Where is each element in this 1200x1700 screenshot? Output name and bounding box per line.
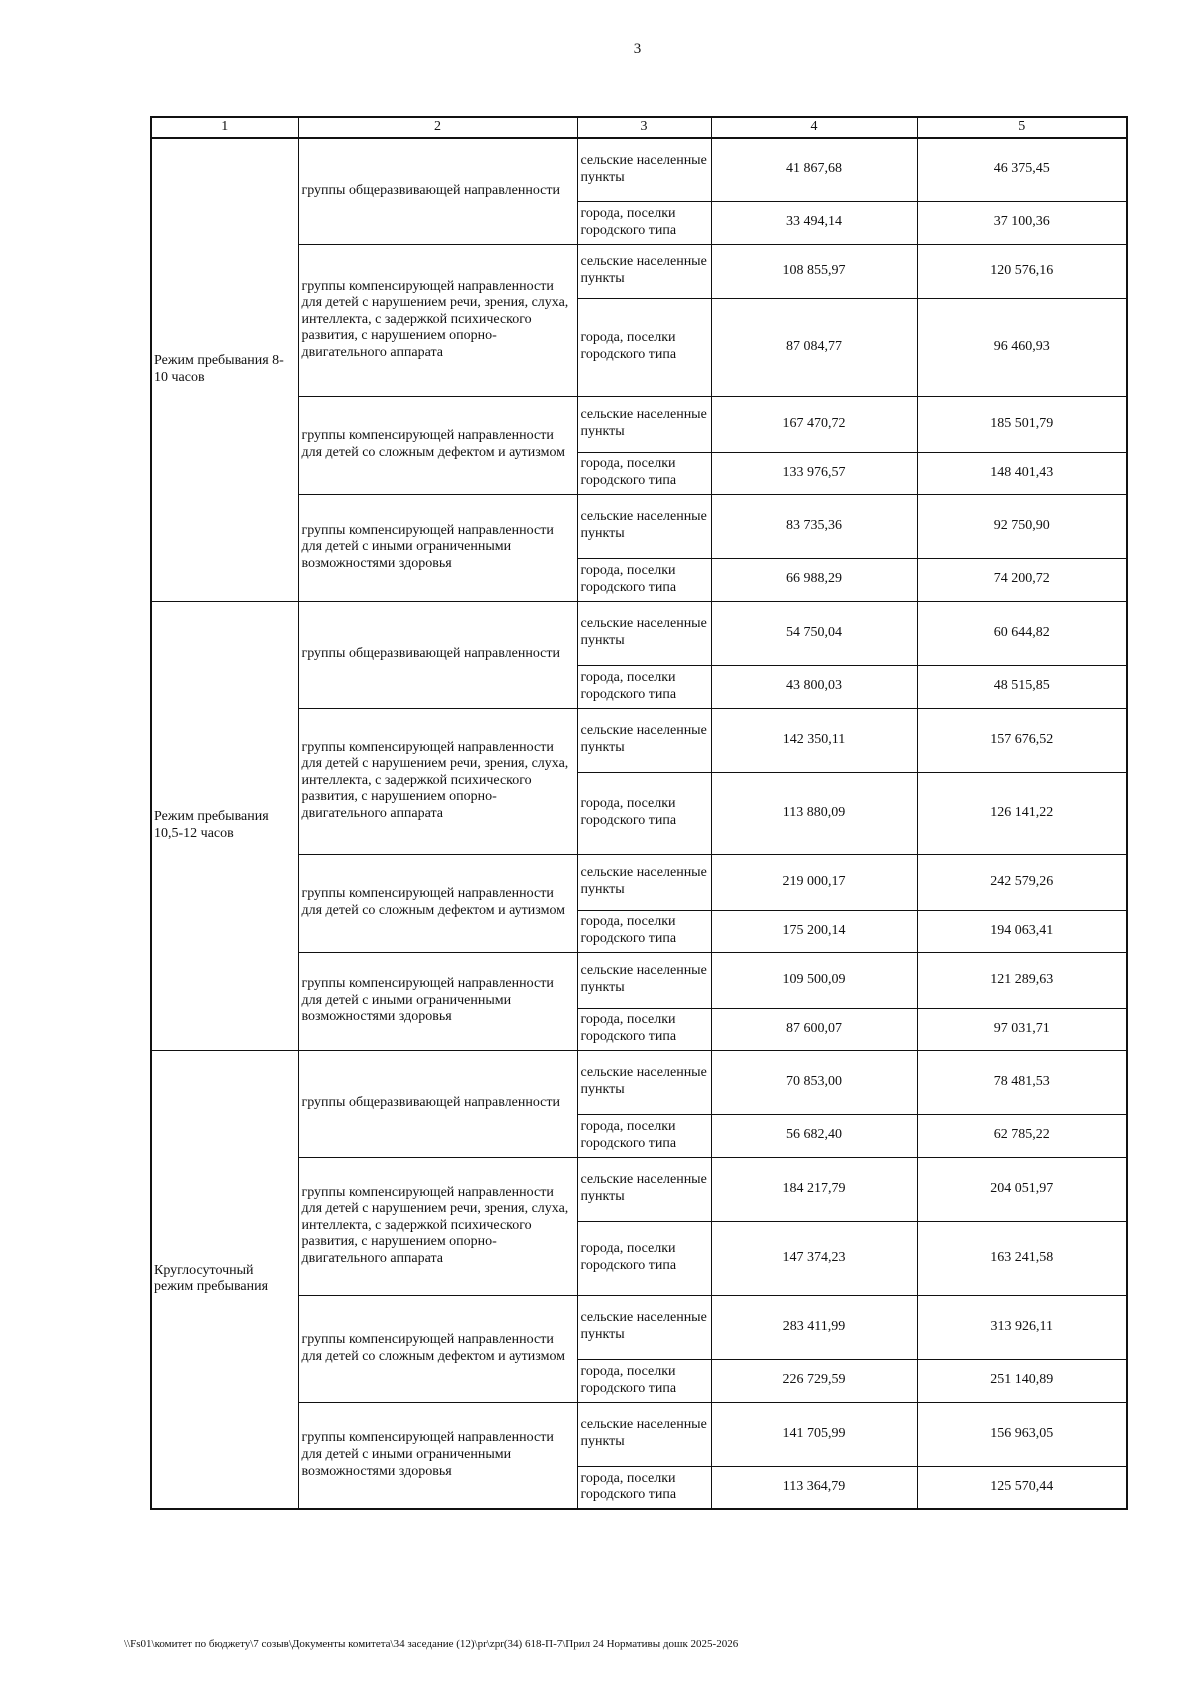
- group-cell: группы общеразвивающей направленности: [298, 1050, 577, 1157]
- value-col-4-cell: 108 855,97: [711, 244, 917, 298]
- settlement-type-cell: сельские населенные пункты: [577, 494, 711, 558]
- table-header: [151, 117, 1127, 138]
- table-row: [151, 1157, 1127, 1221]
- settlement-type-cell: города, поселки городского типа: [577, 1359, 711, 1402]
- value-col-4-cell: 54 750,04: [711, 601, 917, 665]
- settlement-type-cell: города, поселки городского типа: [577, 452, 711, 494]
- value-col-4-cell: 41 867,68: [711, 138, 917, 201]
- value-col-4-cell: 175 200,14: [711, 910, 917, 952]
- value-col-4-cell: 133 976,57: [711, 452, 917, 494]
- group-cell: группы компенсирующей направленности для детей с нарушением речи, зрения, слуха, интеллекта, с задержкой психического развития, с нарушением опорно-двигательного аппарата: [298, 708, 577, 854]
- value-col-5-cell: 194 063,41: [917, 910, 1127, 952]
- group-cell: группы компенсирующей направленности для детей с иными ограниченными возможностями здоровья: [298, 952, 577, 1050]
- header-col-4: 4: [711, 117, 917, 138]
- settlement-type-cell: города, поселки городского типа: [577, 1008, 711, 1050]
- value-col-4-cell: 66 988,29: [711, 558, 917, 601]
- settlement-type-cell: города, поселки городского типа: [577, 298, 711, 396]
- header-col-2: 2: [298, 117, 577, 138]
- value-col-5-cell: 313 926,11: [917, 1295, 1127, 1359]
- value-col-4-cell: 226 729,59: [711, 1359, 917, 1402]
- group-cell: группы компенсирующей направленности для детей со сложным дефектом и аутизмом: [298, 854, 577, 952]
- value-col-5-cell: 204 051,97: [917, 1157, 1127, 1221]
- settlement-type-cell: города, поселки городского типа: [577, 1221, 711, 1295]
- settlement-type-cell: сельские населенные пункты: [577, 1402, 711, 1466]
- settlement-type-cell: города, поселки городского типа: [577, 558, 711, 601]
- table-row: [151, 138, 1127, 201]
- value-col-5-cell: 74 200,72: [917, 558, 1127, 601]
- settlement-type-cell: сельские населенные пункты: [577, 244, 711, 298]
- value-col-4-cell: 56 682,40: [711, 1114, 917, 1157]
- value-col-5-cell: 185 501,79: [917, 396, 1127, 452]
- settlement-type-cell: сельские населенные пункты: [577, 952, 711, 1008]
- settlement-type-cell: города, поселки городского типа: [577, 772, 711, 854]
- value-col-4-cell: 184 217,79: [711, 1157, 917, 1221]
- value-col-5-cell: 46 375,45: [917, 138, 1127, 201]
- group-cell: группы общеразвивающей направленности: [298, 138, 577, 244]
- settlement-type-cell: сельские населенные пункты: [577, 601, 711, 665]
- settlement-type-cell: города, поселки городского типа: [577, 910, 711, 952]
- settlement-type-cell: города, поселки городского типа: [577, 201, 711, 244]
- value-col-5-cell: 62 785,22: [917, 1114, 1127, 1157]
- value-col-5-cell: 60 644,82: [917, 601, 1127, 665]
- value-col-5-cell: 96 460,93: [917, 298, 1127, 396]
- table-body: [151, 138, 1127, 1509]
- value-col-5-cell: 120 576,16: [917, 244, 1127, 298]
- value-col-4-cell: 33 494,14: [711, 201, 917, 244]
- table-row: [151, 854, 1127, 910]
- settlement-type-cell: сельские населенные пункты: [577, 1050, 711, 1114]
- settlement-type-cell: города, поселки городского типа: [577, 1466, 711, 1509]
- value-col-5-cell: 48 515,85: [917, 665, 1127, 708]
- table-row: [151, 244, 1127, 298]
- group-cell: группы компенсирующей направленности для детей с нарушением речи, зрения, слуха, интеллекта, с задержкой психического развития, с нарушением опорно-двигательного аппарата: [298, 244, 577, 396]
- value-col-5-cell: 121 289,63: [917, 952, 1127, 1008]
- value-col-4-cell: 83 735,36: [711, 494, 917, 558]
- value-col-4-cell: 147 374,23: [711, 1221, 917, 1295]
- table-row: [151, 1295, 1127, 1359]
- value-col-5-cell: 97 031,71: [917, 1008, 1127, 1050]
- value-col-5-cell: 37 100,36: [917, 201, 1127, 244]
- header-col-1: 1: [151, 117, 298, 138]
- value-col-5-cell: 163 241,58: [917, 1221, 1127, 1295]
- category-cell: Режим пребывания 8-10 часов: [151, 138, 298, 601]
- table-row: [151, 1402, 1127, 1466]
- value-col-4-cell: 113 364,79: [711, 1466, 917, 1509]
- value-col-4-cell: 219 000,17: [711, 854, 917, 910]
- value-col-4-cell: 283 411,99: [711, 1295, 917, 1359]
- value-col-4-cell: 70 853,00: [711, 1050, 917, 1114]
- value-col-4-cell: 43 800,03: [711, 665, 917, 708]
- group-cell: группы компенсирующей направленности для детей со сложным дефектом и аутизмом: [298, 1295, 577, 1402]
- settlement-type-cell: сельские населенные пункты: [577, 708, 711, 772]
- settlement-type-cell: сельские населенные пункты: [577, 396, 711, 452]
- category-cell: Круглосуточный режим пребывания: [151, 1050, 298, 1509]
- table-row: [151, 1050, 1127, 1114]
- normatives-table: [150, 116, 1128, 1510]
- table-row: [151, 708, 1127, 772]
- value-col-4-cell: 113 880,09: [711, 772, 917, 854]
- value-col-4-cell: 167 470,72: [711, 396, 917, 452]
- value-col-4-cell: 87 084,77: [711, 298, 917, 396]
- group-cell: группы компенсирующей направленности для детей с нарушением речи, зрения, слуха, интеллекта, с задержкой психического развития, с нарушением опорно-двигательного аппарата: [298, 1157, 577, 1295]
- footer-file-path: \\Fs01\комитет по бюджету\7 созыв\Документы комитета\34 заседание (12)\pr\zpr(34) 618-П-7\Прил 24 Нормативы дошк 2025-2026: [124, 1638, 739, 1650]
- group-cell: группы компенсирующей направленности для детей с иными ограниченными возможностями здоровья: [298, 494, 577, 601]
- group-cell: группы общеразвивающей направленности: [298, 601, 577, 708]
- header-col-5: 5: [917, 117, 1127, 138]
- table-row: [151, 396, 1127, 452]
- category-cell: Режим пребывания 10,5-12 часов: [151, 601, 298, 1050]
- table-row: [151, 494, 1127, 558]
- group-cell: группы компенсирующей направленности для детей с иными ограниченными возможностями здоровья: [298, 1402, 577, 1509]
- value-col-5-cell: 125 570,44: [917, 1466, 1127, 1509]
- value-col-4-cell: 109 500,09: [711, 952, 917, 1008]
- settlement-type-cell: города, поселки городского типа: [577, 665, 711, 708]
- value-col-4-cell: 87 600,07: [711, 1008, 917, 1050]
- value-col-5-cell: 156 963,05: [917, 1402, 1127, 1466]
- value-col-5-cell: 78 481,53: [917, 1050, 1127, 1114]
- table-row: [151, 601, 1127, 665]
- group-cell: группы компенсирующей направленности для детей со сложным дефектом и аутизмом: [298, 396, 577, 494]
- header-col-3: 3: [577, 117, 711, 138]
- header-row: [151, 117, 1127, 138]
- settlement-type-cell: города, поселки городского типа: [577, 1114, 711, 1157]
- value-col-5-cell: 251 140,89: [917, 1359, 1127, 1402]
- settlement-type-cell: сельские населенные пункты: [577, 854, 711, 910]
- settlement-type-cell: сельские населенные пункты: [577, 1295, 711, 1359]
- value-col-5-cell: 92 750,90: [917, 494, 1127, 558]
- settlement-type-cell: сельские населенные пункты: [577, 138, 711, 201]
- settlement-type-cell: сельские населенные пункты: [577, 1157, 711, 1221]
- table-row: [151, 952, 1127, 1008]
- value-col-5-cell: 157 676,52: [917, 708, 1127, 772]
- value-col-5-cell: 148 401,43: [917, 452, 1127, 494]
- value-col-5-cell: 126 141,22: [917, 772, 1127, 854]
- page-number: 3: [633, 41, 642, 57]
- value-col-5-cell: 242 579,26: [917, 854, 1127, 910]
- value-col-4-cell: 141 705,99: [711, 1402, 917, 1466]
- value-col-4-cell: 142 350,11: [711, 708, 917, 772]
